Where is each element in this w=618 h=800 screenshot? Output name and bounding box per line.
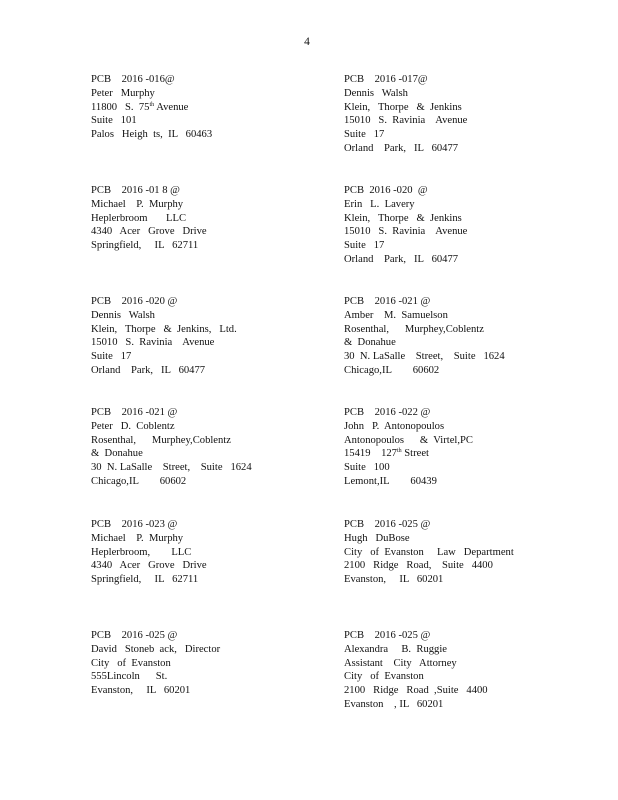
address-line: Lemont,IL 60439 (344, 475, 437, 487)
address-line: Heplerbroom, LLC (91, 546, 192, 558)
address-line: 555Lincoln St. (91, 671, 168, 683)
address-line: 11800 S. 75th Avenue (91, 101, 189, 113)
address-line: Assistant City Attorney (344, 657, 457, 669)
address-line: City of Evanston (344, 671, 424, 683)
address-block (91, 629, 341, 698)
address-line: Klein, Thorpe & Jenkins, Ltd. (91, 323, 237, 335)
address-line: Springfield, IL 62711 (91, 574, 199, 586)
address-line: PCB 2016 -023 @ (91, 519, 178, 530)
address-line: PCB 2016 -01 8 @ (91, 185, 180, 196)
address-block (91, 518, 341, 587)
address-line: Suite 17 (91, 351, 132, 363)
address-block (91, 184, 341, 253)
address-line: PCB 2016 -021 @ (91, 407, 178, 418)
address-block (91, 295, 341, 378)
address-line: PCB 2016 -025 @ (91, 630, 178, 641)
address-line: Dennis Walsh (91, 309, 155, 321)
address-line: PCB 2016 -025 @ (344, 630, 431, 641)
address-line: Suite 100 (344, 462, 390, 474)
address-line: Amber M. Samuelson (344, 309, 448, 321)
address-line: & Donahue (344, 337, 396, 349)
address-block (344, 184, 594, 267)
ordinal-suffix: th (396, 448, 402, 455)
ordinal-suffix: th (149, 101, 155, 108)
address-line: Dennis Walsh (344, 87, 408, 99)
address-line: PCB 2016 -025 @ (344, 519, 431, 530)
address-line: Chicago,IL 60602 (344, 364, 440, 376)
address-line: Orland Park, IL 60477 (344, 142, 459, 154)
address-line: Hugh DuBose (344, 532, 410, 544)
address-line: Chicago,IL 60602 (91, 475, 187, 487)
address-line: Evanston , IL 60201 (344, 698, 444, 710)
address-line: 4340 Acer Grove Drive (91, 560, 207, 572)
address-line: 15010 S. Ravinia Avenue (344, 226, 468, 238)
address-line: PCB 2016 -016@ (91, 74, 175, 85)
address-line: Antonopoulos & Virtel,PC (344, 434, 473, 446)
address-block (344, 295, 594, 378)
address-line: 30 N. LaSalle Street, Suite 1624 (344, 351, 505, 363)
address-line: Klein, Thorpe & Jenkins (344, 101, 462, 113)
address-line: Peter Murphy (91, 87, 155, 99)
address-line: & Donahue (91, 448, 143, 460)
address-line: 15010 S. Ravinia Avenue (344, 115, 468, 127)
address-line: Palos Heigh ts, IL 60463 (91, 129, 213, 141)
address-line: Heplerbroom LLC (91, 212, 187, 224)
address-line: PCB 2016 -020 @ (91, 296, 178, 307)
address-block (344, 73, 594, 156)
address-block (344, 406, 594, 489)
address-line: Michael P. Murphy (91, 532, 184, 544)
address-line: Evanston, IL 60201 (91, 685, 191, 697)
address-line: PCB 2016 -021 @ (344, 296, 431, 307)
address-line: Suite 17 (344, 240, 385, 252)
address-line: 30 N. LaSalle Street, Suite 1624 (91, 462, 252, 474)
address-line: Orland Park, IL 60477 (91, 364, 206, 376)
address-line: 2100 Ridge Road ,Suite 4400 (344, 685, 488, 697)
address-line: Suite 101 (91, 115, 137, 127)
address-line: City of Evanston Law Department (344, 546, 514, 558)
address-line: 15010 S. Ravinia Avenue (91, 337, 215, 349)
address-block (91, 406, 341, 489)
page-number: 4 (304, 36, 310, 48)
address-line: Erin L. Lavery (344, 198, 415, 210)
address-block (344, 518, 594, 587)
address-line: Peter D. Coblentz (91, 420, 175, 432)
address-line: Michael P. Murphy (91, 198, 184, 210)
address-line: Rosenthal, Murphey,Coblentz (344, 323, 484, 335)
address-line: Orland Park, IL 60477 (344, 253, 459, 265)
address-line: Rosenthal, Murphey,Coblentz (91, 434, 231, 446)
address-line: 15419 127th Street (344, 448, 429, 460)
address-line: John P. Antonopoulos (344, 420, 445, 432)
address-line: Klein, Thorpe & Jenkins (344, 212, 462, 224)
address-block (344, 629, 594, 712)
address-block (91, 73, 341, 142)
address-line: PCB 2016 -017@ (344, 74, 428, 85)
address-line: 2100 Ridge Road, Suite 4400 (344, 560, 493, 572)
address-line: Suite 17 (344, 129, 385, 141)
address-line: Springfield, IL 62711 (91, 240, 199, 252)
address-line: Evanston, IL 60201 (344, 574, 444, 586)
address-line: 4340 Acer Grove Drive (91, 226, 207, 238)
address-line: City of Evanston (91, 657, 171, 669)
address-line: David Stoneb ack, Director (91, 643, 221, 655)
address-line: PCB 2016 -022 @ (344, 407, 431, 418)
address-line: Alexandra B. Ruggie (344, 643, 447, 655)
address-line: PCB 2016 -020 @ (344, 185, 428, 196)
